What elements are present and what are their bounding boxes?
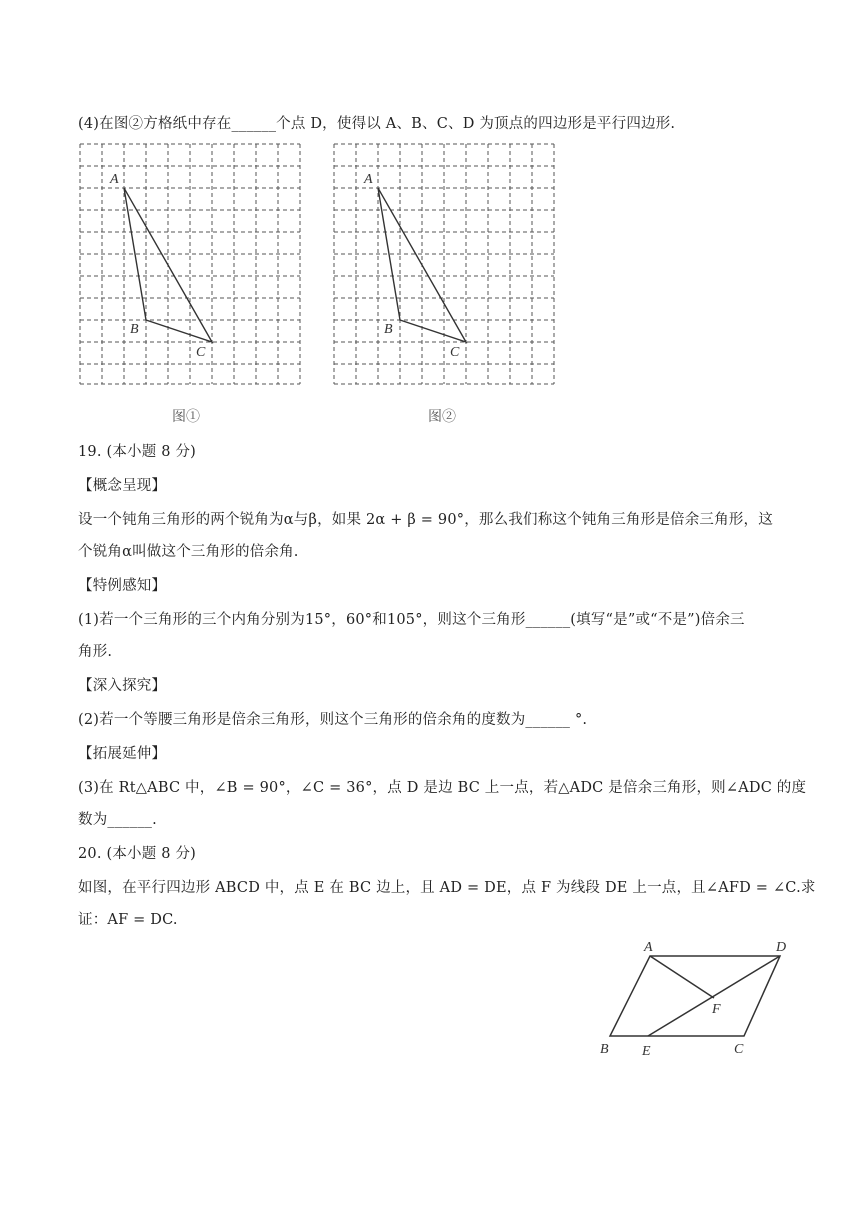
label-a-2: A — [364, 172, 373, 187]
q19-example-title: 【特例感知】 — [78, 578, 167, 594]
q20-body-line2: 证：AF = DC. — [78, 912, 178, 928]
label-d: D — [776, 940, 787, 955]
fig2-caption: 图② — [428, 409, 456, 425]
label-c-2: C — [450, 345, 460, 360]
q19-extend-title: 【拓展延伸】 — [78, 746, 167, 762]
grid-figure-1 — [78, 142, 302, 388]
label-b-2: B — [384, 322, 393, 337]
label-a: A — [110, 172, 119, 187]
triangle-abc — [124, 188, 212, 342]
parallelogram-abcd — [610, 956, 780, 1036]
q19-concept-line1: 设一个钝角三角形的两个锐角为α与β，如果 2α + β = 90°，那么我们称这个钝角三角形是倍余三角形，这 — [78, 512, 773, 528]
label-a: A — [644, 940, 653, 955]
q19-header: 19. (本小题 8 分) — [78, 444, 197, 460]
q19-part3-line1: (3)在 Rt△ABC 中，∠B = 90°，∠C = 36°，点 D 是边 BC 上一点，若△ADC 是倍余三角形，则∠ADC 的度 — [78, 780, 807, 796]
grid-figure-2 — [332, 142, 556, 388]
q20-body-line1: 如图，在平行四边形 ABCD 中，点 E 在 BC 边上，且 AD = DE，点 F 为线段 DE 上一点，且∠AFD = ∠C.求 — [78, 880, 816, 896]
label-f: F — [712, 1002, 721, 1017]
q19-explore-title: 【深入探究】 — [78, 678, 167, 694]
label-c: C — [196, 345, 206, 360]
label-b: B — [600, 1042, 609, 1057]
label-e: E — [642, 1044, 651, 1059]
q20-header: 20. (本小题 8 分) — [78, 846, 197, 862]
q19-concept-title: 【概念呈现】 — [78, 478, 167, 494]
q19-part2: (2)若一个等腰三角形是倍余三角形，则这个三角形的倍余角的度数为______ °. — [78, 712, 588, 728]
q18-part4: (4)在图②方格纸中存在______个点 D，使得以 A、B、C、D 为顶点的四边形是平行四边形. — [78, 116, 676, 132]
q19-part1-line2: 角形. — [78, 644, 113, 660]
q19-part3-line2: 数为______. — [78, 812, 157, 828]
label-c: C — [734, 1042, 744, 1057]
q19-concept-line2: 个锐角α叫做这个三角形的倍余角. — [78, 544, 299, 560]
fig1-caption: 图① — [172, 409, 200, 425]
label-b: B — [130, 322, 139, 337]
q19-part1-line1: (1)若一个三角形的三个内角分别为15°，60°和105°，则这个三角形______(填写“是”或“不是”)倍余三 — [78, 612, 745, 628]
parallelogram-figure — [592, 934, 792, 1064]
triangle-abc-2 — [378, 188, 466, 342]
segment-af — [650, 956, 714, 998]
